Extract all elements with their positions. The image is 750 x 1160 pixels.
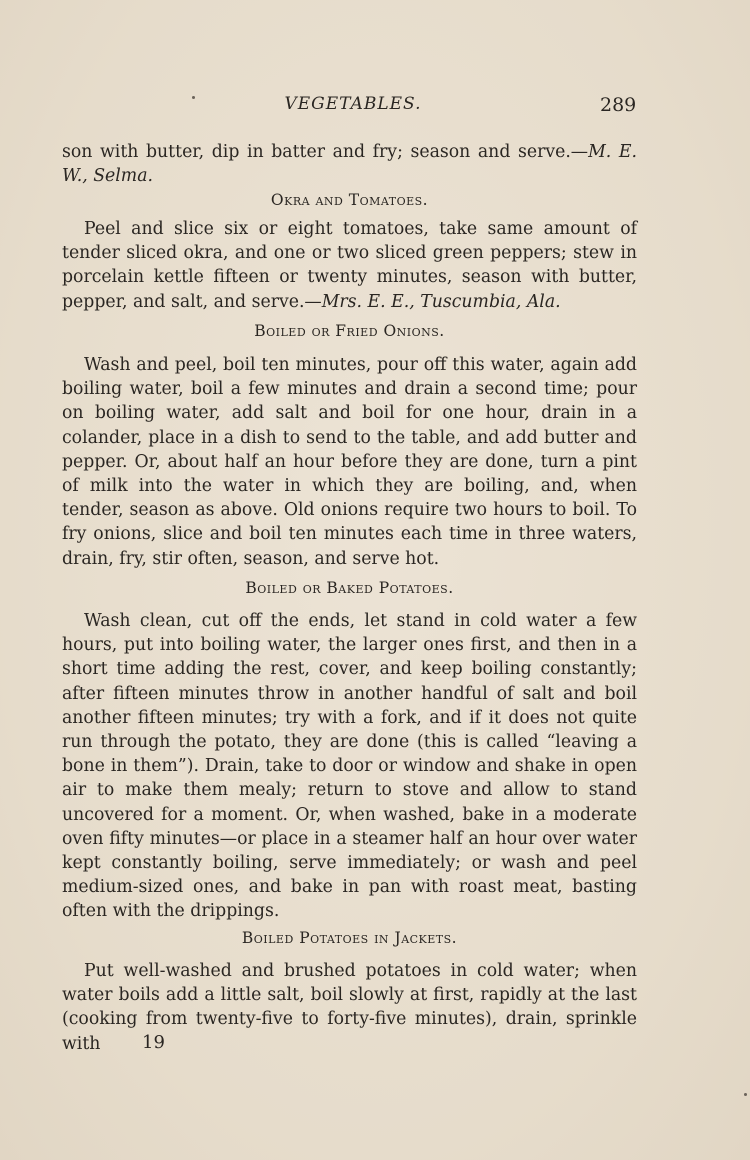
section-heading-jackets: Boiled Potatoes in Jackets. — [241, 929, 458, 947]
section-body-okra — [62, 217, 637, 314]
okra-text: Peel and slice six or eight tomatoes, take same amount of tender sliced okra, and one or two sliced green peppers; stew in porcelain kettle fifteen or twenty minutes, season with butter, pepper, and salt, and serve.— — [62, 219, 637, 312]
section-heading-okra: Okra and Tomatoes. — [270, 191, 429, 209]
continuation-signature: M. E. W., Selma. — [62, 142, 637, 187]
section-body-potatoes: Wash clean, cut off the ends, let stand in cold water a few hours, put into boiling water, the larger ones first, and then in a short time adding the rest, cover, and keep boiling constantly; after fifteen minutes throw in another handful of salt and boil another fifteen minutes; try with a fork, and if it does not quite run through the potato, they are done (this is called “leaving a bone in them”). Drain, take to door or window and shake in open air to make them mealy; return to stove and allow to stand uncovered for a moment. Or, when washed, bake in a moderate oven fifty minutes—or place in a steamer half an hour over water kept constantly boiling, serve immediately; or wash and peel medium-sized ones, and bake in pan with roast meat, basting often with the drippings. — [62, 611, 637, 922]
section-heading-onions: Boiled or Fried Onions. — [254, 322, 445, 340]
running-title: VEGETABLES. — [284, 94, 422, 114]
signature-mark: 19 — [142, 1032, 165, 1053]
section-body-onions: Wash and peel, boil ten minutes, pour off this water, again add boiling water, boil a few minutes and drain a second time; pour on boiling water, add salt and boil for one hour, drain in a colander, place in a dish to send to the table, and add butter and pepper. Or, about half an hour before they are done, turn a pint of milk into the water in which they are boiling, and, when tender, season as above. Old onions require two hours to boil. To fry onions, slice and boil ten minutes each time in three waters, drain, fry, stir often, season, and serve hot. — [62, 355, 637, 569]
page-number: 289 — [600, 94, 637, 116]
okra-signature: Mrs. E. E., Tuscumbia, Ala. — [321, 291, 561, 312]
section-heading-potatoes: Boiled or Baked Potatoes. — [245, 579, 454, 597]
paper-speck — [192, 96, 195, 99]
paper-speck — [744, 1093, 747, 1096]
continuation-text: son with butter, dip in batter and fry; season and serve.— — [62, 142, 589, 162]
section-body-jackets: Put well-washed and brushed potatoes in cold water; when water boils add a little salt, boil slowly at first, rapidly at the last (cooking from twenty-five to forty-five minutes), drain, sprinkle with — [62, 961, 637, 1054]
continuation-paragraph — [62, 140, 637, 188]
